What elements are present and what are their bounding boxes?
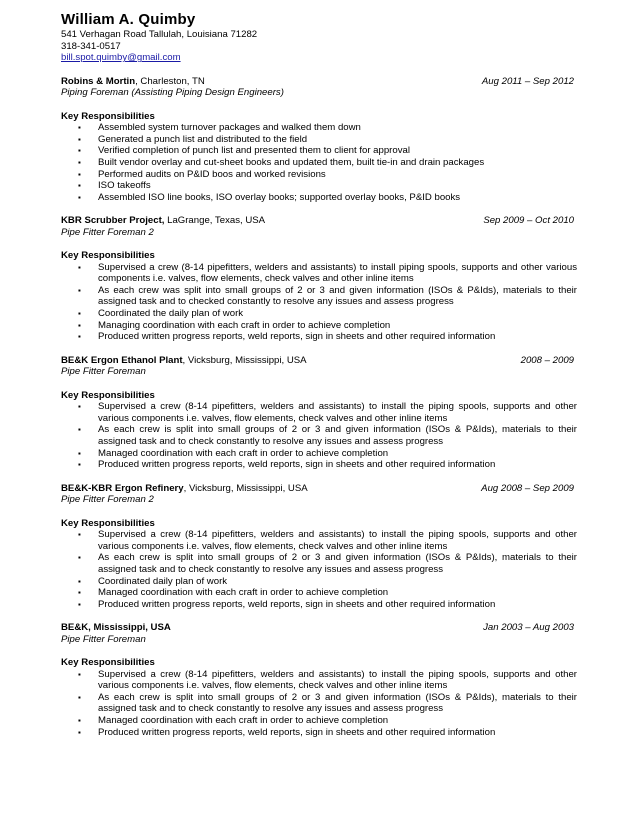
responsibilities-list	[61, 529, 577, 610]
responsibilities-heading: Key Responsibilities	[61, 657, 155, 669]
email-link[interactable]: bill.spot.quimby@gmail.com	[61, 52, 181, 64]
responsibility-text: Coordinated the daily plan of work	[98, 308, 244, 320]
job-entry	[61, 215, 577, 343]
responsibility-text: Produced written progress reports, weld reports, sign in sheets and other required information	[98, 726, 496, 738]
job-title: Pipe Fitter Foreman	[61, 366, 146, 378]
list-item	[61, 401, 577, 424]
job-entry	[61, 622, 577, 738]
list-item	[61, 669, 577, 692]
list-item	[61, 448, 577, 460]
responsibility-text: Assembled system turnover packages and walked them down	[98, 122, 361, 134]
square-bullet-icon: ▪	[78, 146, 81, 156]
responsibility-text: As each crew is split into small groups of 2 or 3 and given information (ISOs & P&Ids), materials to their assigned task and to check constantly to resolve any issues and assess progress	[98, 552, 577, 575]
responsibilities-heading: Key Responsibilities	[61, 250, 155, 262]
job-heading	[61, 215, 577, 227]
square-bullet-icon: ▪	[78, 134, 81, 144]
list-item	[61, 692, 577, 715]
responsibility-text: Coordinated daily plan of work	[98, 575, 228, 587]
square-bullet-icon: ▪	[78, 123, 81, 133]
square-bullet-icon: ▪	[78, 262, 81, 272]
list-item	[61, 134, 577, 146]
list-item	[61, 285, 577, 308]
responsibilities-list	[61, 669, 577, 739]
list-item	[61, 552, 577, 575]
resume-header	[61, 10, 577, 64]
responsibility-text: As each crew is split into small groups of 2 or 3 and given information (ISOs & P&Ids), materials to their assigned task and to check constantly to resolve any issues and assess progress	[98, 424, 577, 447]
square-bullet-icon: ▪	[78, 460, 81, 470]
job-dates: Aug 2011 – Sep 2012	[481, 75, 574, 87]
list-item	[61, 715, 577, 727]
responsibility-text: Supervised a crew (8-14 pipefitters, welders and assistants) to install the piping spools, supports and other various components i.e. valves, flow elements, check valves and other inline items	[98, 401, 577, 424]
responsibility-text: Produced written progress reports, weld reports, sign in sheets and other required information	[98, 598, 496, 610]
square-bullet-icon: ▪	[78, 320, 81, 330]
job-dates: Aug 2008 – Sep 2009	[481, 482, 574, 494]
square-bullet-icon: ▪	[78, 157, 81, 167]
responsibility-text: Performed audits on P&ID boos and worked revisions	[98, 168, 326, 180]
job-dates: Jan 2003 – Aug 2003	[483, 622, 574, 634]
responsibility-text: ISO takeoffs	[98, 180, 151, 192]
responsibility-text: Verified completion of punch list and presented them to client for approval	[98, 145, 410, 157]
list-item	[61, 576, 577, 588]
job-dates: Sep 2009 – Oct 2010	[483, 215, 574, 227]
responsibility-text: Supervised a crew (8-14 pipefitters, welders and assistants) to install piping spools, supports and other various components i.e. valves, flow elements, check valves and other inline items	[98, 261, 577, 285]
responsibilities-list	[61, 401, 577, 471]
square-bullet-icon: ▪	[78, 448, 81, 458]
job-heading	[61, 355, 577, 367]
list-item	[61, 122, 577, 134]
job-dates: 2008 – 2009	[520, 354, 574, 366]
list-item	[61, 180, 577, 192]
list-item	[61, 459, 577, 471]
responsibility-text: As each crew is split into small groups of 2 or 3 and given information (ISOs & P&Ids), materials to their assigned task and to check constantly to resolve any issues and assess progress	[98, 691, 577, 715]
responsibility-text: Supervised a crew (8-14 pipefitters, welders and assistants) to install the piping spools, supports and other various components i.e. valves, flow elements, check valves and other inline items	[98, 529, 577, 552]
responsibility-text: Managed coordination with each craft in order to achieve completion	[98, 447, 389, 459]
job-employer	[61, 483, 308, 495]
square-bullet-icon: ▪	[78, 169, 81, 179]
responsibilities-heading: Key Responsibilities	[61, 389, 155, 401]
square-bullet-icon: ▪	[78, 576, 81, 586]
job-heading	[61, 76, 577, 88]
responsibility-text: Assembled ISO line books, ISO overlay books; supported overlay books, P&ID books	[98, 191, 461, 203]
job-title: Piping Foreman (Assisting Piping Design Engineers)	[61, 87, 284, 99]
job-location: LaGrange, Texas, USA	[164, 215, 266, 227]
company-name: BE&K, Mississippi, USA	[61, 622, 171, 634]
job-heading	[61, 622, 577, 634]
square-bullet-icon: ▪	[78, 553, 81, 563]
job-entry	[61, 76, 577, 204]
square-bullet-icon: ▪	[78, 402, 81, 412]
square-bullet-icon: ▪	[78, 669, 81, 679]
square-bullet-icon: ▪	[78, 192, 81, 202]
responsibility-text: Managed coordination with each craft in order to achieve completion	[98, 587, 389, 599]
list-item	[61, 157, 577, 169]
square-bullet-icon: ▪	[78, 332, 81, 342]
list-item	[61, 727, 577, 739]
responsibility-text: Generated a punch list and distributed to the field	[98, 133, 308, 145]
list-item	[61, 308, 577, 320]
list-item	[61, 192, 577, 204]
list-item	[61, 424, 577, 447]
job-employer	[61, 622, 171, 634]
square-bullet-icon: ▪	[78, 181, 81, 191]
company-name: KBR Scrubber Project,	[61, 215, 165, 227]
job-location: , Charleston, TN	[135, 75, 205, 87]
responsibility-text: Produced written progress reports, weld reports, sign in sheets and other required information	[98, 459, 496, 471]
job-location: , Vicksburg, Mississippi, USA	[182, 354, 307, 366]
list-item	[61, 331, 577, 343]
responsibilities-heading: Key Responsibilities	[61, 517, 155, 529]
job-employer	[61, 76, 205, 88]
list-item	[61, 599, 577, 611]
responsibilities-heading: Key Responsibilities	[61, 110, 155, 122]
responsibility-text: Produced written progress reports, weld reports, sign in sheets and other required information	[98, 331, 496, 343]
company-name: BE&K Ergon Ethanol Plant	[61, 354, 183, 366]
responsibility-text: Built vendor overlay and cut-sheet books and updated them, built tie-in and drain packages	[98, 156, 485, 168]
square-bullet-icon: ▪	[78, 692, 81, 702]
responsibility-text: Managing coordination with each craft in order to achieve completion	[98, 319, 391, 331]
list-item	[61, 169, 577, 181]
responsibilities-list	[61, 122, 577, 203]
list-item	[61, 320, 577, 332]
job-heading	[61, 483, 577, 495]
company-name: Robins & Mortin	[61, 75, 136, 87]
person-name: William A. Quimby	[61, 11, 196, 28]
responsibility-text: Managed coordination with each craft in order to achieve completion	[98, 715, 389, 727]
square-bullet-icon: ▪	[78, 530, 81, 540]
job-entry	[61, 355, 577, 471]
responsibility-text: Supervised a crew (8-14 pipefitters, welders and assistants) to install the piping spools, supports and other various components i.e. valves, flow elements, check valves and other inline items	[98, 668, 577, 692]
job-title: Pipe Fitter Foreman 2	[61, 226, 154, 238]
square-bullet-icon: ▪	[78, 588, 81, 598]
phone-number: 318-341-0517	[61, 40, 121, 52]
responsibilities-list	[61, 262, 577, 343]
job-employer	[61, 355, 307, 367]
square-bullet-icon: ▪	[78, 425, 81, 435]
square-bullet-icon: ▪	[78, 309, 81, 319]
list-item	[61, 262, 577, 285]
square-bullet-icon: ▪	[78, 727, 81, 737]
experience-section	[61, 76, 577, 738]
job-title: Pipe Fitter Foreman	[61, 633, 146, 645]
square-bullet-icon: ▪	[78, 599, 81, 609]
job-entry	[61, 483, 577, 611]
job-title: Pipe Fitter Foreman 2	[61, 494, 154, 506]
address: 541 Verhagan Road Tallulah, Louisiana 71282	[61, 29, 258, 40]
job-employer	[61, 215, 265, 227]
list-item	[61, 529, 577, 552]
square-bullet-icon: ▪	[78, 285, 81, 295]
list-item	[61, 587, 577, 599]
company-name: BE&K-KBR Ergon Refinery	[61, 482, 184, 494]
list-item	[61, 145, 577, 157]
job-location: , Vicksburg, Mississippi, USA	[183, 482, 308, 494]
square-bullet-icon: ▪	[78, 716, 81, 726]
responsibility-text: As each crew was split into small groups of 2 or 3 and given information (ISOs & P&Ids), materials to their assigned task and to checked constantly to resolve any issues and assess progress	[98, 284, 577, 308]
